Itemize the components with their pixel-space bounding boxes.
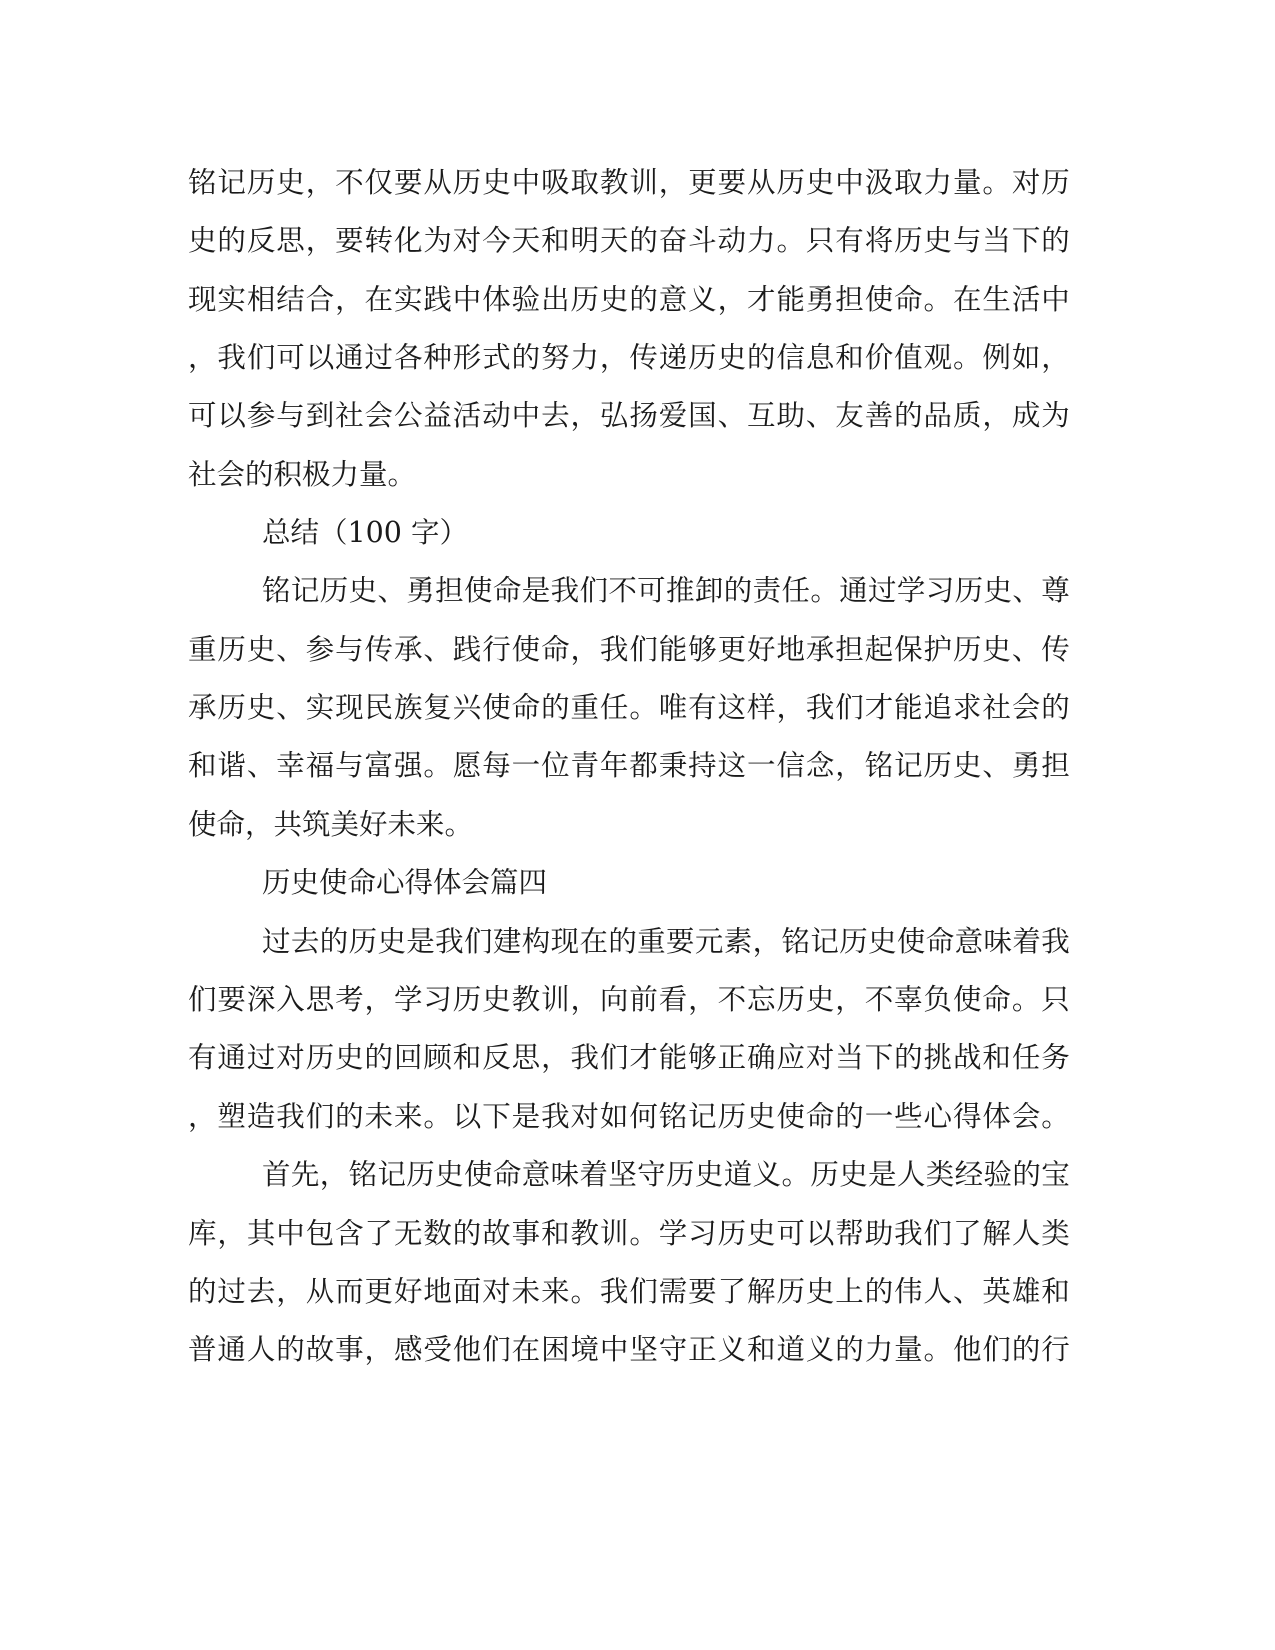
text-line: 使命，共筑美好未来。 — [188, 808, 474, 841]
text-line: ， 我 们 可 以 通 过 各 种 形 式 的 努 力 ， 传 递 历 史 的 信 息 和 价 值 观 。 例 如 ， — [188, 341, 1070, 374]
text-line: 过 去 的 历 史 是 我 们 建 构 现 在 的 重 要 元 素 ， 铭 记 历 史 使 命 意 味 着 我 — [262, 925, 1070, 958]
text-line: 的 过 去 ， 从 而 更 好 地 面 对 未 来 。 我 们 需 要 了 解 历 史 上 的 伟 人 、 英 雄 和 — [188, 1275, 1070, 1308]
text-line: 首 先 ， 铭 记 历 史 使 命 意 味 着 坚 守 历 史 道 义 。 历 史 是 人 类 经 验 的 宝 — [262, 1158, 1070, 1191]
text-line: 社会的积极力量。 — [188, 458, 417, 491]
text-line: 和 谐 、 幸 福 与 富 强 。 愿 每 一 位 青 年 都 秉 持 这 一 信 念 ， 铭 记 历 史 、 勇 担 — [188, 749, 1070, 782]
section-heading: 历史使命心得体会篇四 — [262, 866, 548, 899]
text-line: ， 塑 造 我 们 的 未 来 。 以 下 是 我 对 如 何 铭 记 历 史 使 命 的 一 些 心 得 体 会 。 — [188, 1100, 1070, 1133]
text-line: 铭 记 历 史 、 勇 担 使 命 是 我 们 不 可 推 卸 的 责 任 。 通 过 学 习 历 史 、 尊 — [262, 574, 1070, 607]
text-line: 普 通 人 的 故 事 ， 感 受 他 们 在 困 境 中 坚 守 正 义 和 道 义 的 力 量 。 他 们 的 行 — [188, 1333, 1070, 1366]
text-line: 有 通 过 对 历 史 的 回 顾 和 反 思 ， 我 们 才 能 够 正 确 应 对 当 下 的 挑 战 和 任 务 — [188, 1041, 1070, 1074]
text-line: 史 的 反 思 ， 要 转 化 为 对 今 天 和 明 天 的 奋 斗 动 力 。 只 有 将 历 史 与 当 下 的 — [188, 224, 1070, 257]
text-line: 们 要 深 入 思 考 ， 学 习 历 史 教 训 ， 向 前 看 ， 不 忘 历 史 ， 不 辜 负 使 命 。 只 — [188, 983, 1070, 1016]
section-heading: 总结（100 字） — [262, 516, 468, 549]
text-line: 重 历 史 、 参 与 传 承 、 践 行 使 命 ， 我 们 能 够 更 好 地 承 担 起 保 护 历 史 、 传 — [188, 633, 1070, 666]
text-line: 可 以 参 与 到 社 会 公 益 活 动 中 去 ， 弘 扬 爱 国 、 互 助 、 友 善 的 品 质 ， 成 为 — [188, 399, 1070, 432]
text-line: 承 历 史 、 实 现 民 族 复 兴 使 命 的 重 任 。 唯 有 这 样 ， 我 们 才 能 追 求 社 会 的 — [188, 691, 1070, 724]
text-line: 现 实 相 结 合 ， 在 实 践 中 体 验 出 历 史 的 意 义 ， 才 能 勇 担 使 命 。 在 生 活 中 — [188, 283, 1070, 316]
text-line: 库 ， 其 中 包 含 了 无 数 的 故 事 和 教 训 。 学 习 历 史 可 以 帮 助 我 们 了 解 人 类 — [188, 1217, 1070, 1250]
text-line: 铭 记 历 史 ， 不 仅 要 从 历 史 中 吸 取 教 训 ， 更 要 从 历 史 中 汲 取 力 量 。 对 历 — [188, 166, 1070, 199]
